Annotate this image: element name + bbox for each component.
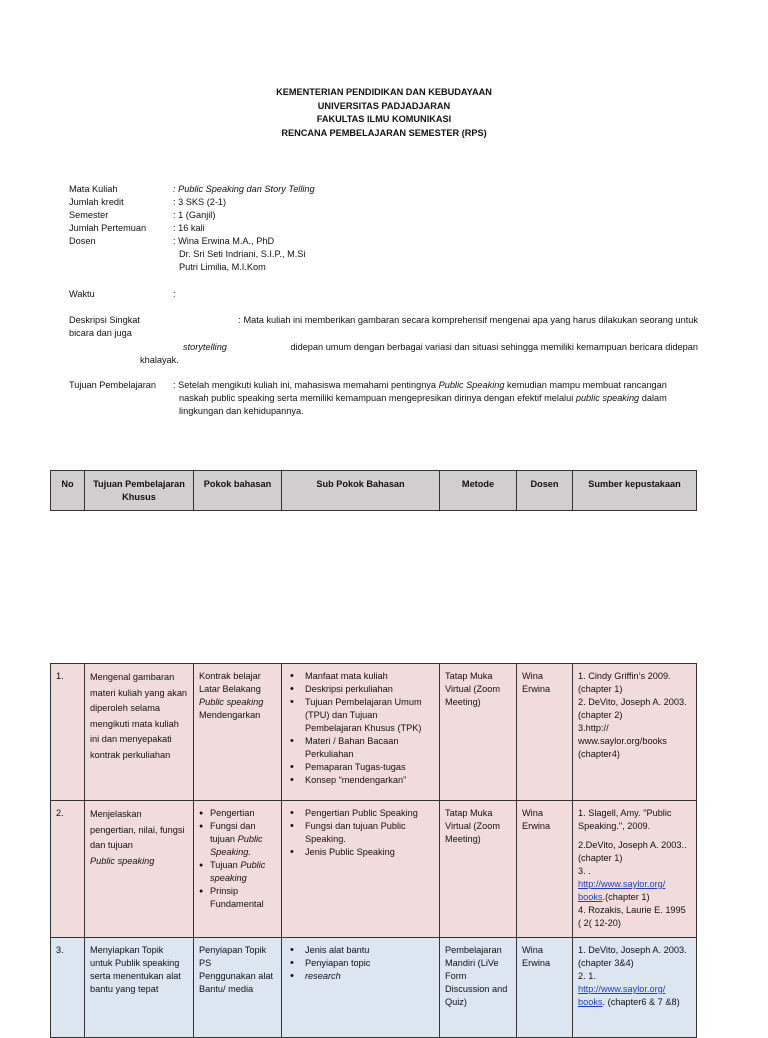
row-sub [282,664,440,801]
document-header [0,86,768,140]
row-sub [282,801,440,938]
row-dosen: Wina Erwina [517,801,573,938]
table-row [51,664,697,801]
waktu-value: : [173,289,176,299]
list-item: • Manfaat mata kuliah [305,670,434,683]
document-title: RENCANA PEMBELAJARAN SEMESTER (RPS) [281,127,487,138]
row-dosen: Wina Erwina [517,938,573,1038]
saylor-link[interactable]: http://www.saylor.org/ books [578,984,666,1007]
deskripsi-label: Deskripsi Singkat [69,315,140,325]
row-no: 3. [51,938,85,1038]
tujuan-text-1b: kemudian mampu membuat rancangan [507,380,667,390]
table-row [51,801,697,938]
deskripsi-text-3: didepan umum dengan berbagai variasi dan situasi sehingga memiliki kemampuan bericara didepan [290,342,698,352]
tujuan-text-2: naskah public speaking serta memiliki kemampuan mengepresikan dirinya dengan efektif melalui [179,393,574,403]
list-item: • Jenis Public Speaking [305,846,434,859]
pokok-item: Kontrak belajar [199,671,261,681]
semester-label: Semester [69,210,109,220]
semester-value: : 1 (Ganjil) [173,210,216,220]
tujuan-label: Tujuan Pembelajaran [69,380,156,390]
mata-kuliah-value: : Public Speaking dan Story Telling [173,184,315,194]
pokok-item: Latar Belakang [199,684,261,694]
row-no: 1. [51,664,85,801]
pokok-item: Penggunakan alat Bantu/ media [199,971,274,994]
row-sumber [573,801,697,938]
tujuan-text-3: lingkungan dan kehidupannya. [179,406,304,416]
pokok-item: Public speaking [199,697,264,707]
table-row [51,938,697,1038]
list-item: • Tujuan Pembelajaran Umum (TPU) dan Tujuan Pembelajaran Khusus (TPK) [305,696,434,735]
list-item: ● Prinsip Fundamental [199,885,276,911]
col-metode: Metode [440,471,517,511]
pertemuan-label: Jumlah Pertemuan [69,223,147,233]
list-item: • Pemaparan Tugas-tugas [305,761,434,774]
saylor-link[interactable]: http://www.saylor.org/ books [578,879,666,902]
faculty-title: FAKULTAS ILMU KOMUNIKASI [316,114,452,124]
pokok-text: Tujuan [210,860,238,870]
col-no: No [51,471,85,511]
list-item: • Penyiapan topic [305,957,434,970]
list-item: ● Pengertian [199,807,276,820]
row-pokok [194,801,282,938]
tujuan-line-1 [173,379,667,392]
dosen-value-1: : Wina Erwina M.A., PhD [173,236,275,246]
pokok-item: Penyiapan Topik PS [199,945,267,968]
sumber-item [578,878,691,904]
list-item: • research [305,970,434,983]
list-item: • Materi / Bahan Bacaan Perkuliahan [305,735,434,761]
sumber-item: 1. DeVito, Joseph A. 2003. (chapter 3&4) [578,945,687,968]
rps-header-table [50,470,697,511]
row-metode: Tatap Muka Virtual (Zoom Meeting) [440,801,517,938]
row-sumber [573,938,697,1038]
dosen-value-2: Dr. Sri Seti Indriani, S.I.P., M.Si [179,249,306,259]
sumber-item-suffix: . (chapter6 & 7 &8) [602,997,680,1007]
sumber-item: 4. Rozakis, Laurie E. 1995 ( 2( 12-20) [578,905,686,928]
tujuan-text-1: : Setelah mengikuti kuliah ini, mahasiswa memahami pentingnya [173,380,437,390]
tujuan-text-1-italic: Public Speaking [438,380,505,390]
sumber-item [578,983,691,1009]
row-metode: Tatap Muka Virtual (Zoom Meeting) [440,664,517,801]
row-tujuan [85,801,194,938]
pokok-text-italic: Public Speaking. [210,834,263,857]
tujuan-line-2 [179,392,667,405]
kredit-label: Jumlah kredit [69,197,124,207]
sumber-item: 2. DeVito, Joseph A. 2003. (chapter 2) [578,697,687,720]
sumber-item: 1. Slagell, Amy. "Public Speaking.", 2009. [578,808,672,831]
tujuan-text-2-italic: public speaking [575,393,640,403]
sumber-item: 2.DeVito, Joseph A. 2003.. (chapter 1) [578,840,687,863]
list-item [199,820,276,859]
col-tujuan: Tujuan Pembelajaran Khusus [85,471,194,511]
dosen-label: Dosen [69,236,96,246]
pokok-text: Fungsi dan tujuan [210,821,256,844]
list-item: • Pengertian Public Speaking [305,807,434,820]
list-item: • Konsep “mendengarkan” [305,774,434,787]
pokok-text-italic: Public speaking [210,860,266,883]
tujuan-text: Menjelaskan pengertian, nilai, fungsi dan tujuan [90,809,185,850]
list-item: • Jenis alat bantu [305,944,434,957]
row-pokok [194,938,282,1038]
row-tujuan: Menyiapkan Topik untuk Publik speaking serta menentukan alat bantu yang tepat [85,938,194,1038]
deskripsi-text-4: khalayak. [140,355,179,365]
mata-kuliah-label: Mata Kuliah [69,184,118,194]
list-item: • Fungsi dan tujuan Public Speaking. [305,820,434,846]
row-pokok [194,664,282,801]
col-sumber: Sumber kepustakaan [573,471,697,511]
dosen-value-3: Putri Limilia, M.I.Kom [179,262,266,272]
pokok-item: Mendengarkan [199,710,261,720]
sumber-item: 1. Cindy Griffin’s 2009. (chapter 1) [578,671,671,694]
col-dosen: Dosen [517,471,573,511]
sumber-item: 2. 1. [578,971,596,981]
row-sub [282,938,440,1038]
list-item [199,859,276,885]
deskripsi-storytelling: storytelling [183,342,227,352]
sumber-item: 3. . [578,866,591,876]
row-tujuan: Mengenal gambaran materi kuliah yang akan diperoleh selama mengikuti mata kuliah ini dan menyepakati kontrak perkuliahan [85,664,194,801]
deskripsi-text-2: bicara dan juga [69,328,132,338]
kredit-value: : 3 SKS (2-1) [173,197,227,207]
sumber-item: 3.http:// www.saylor.org/books (chapter4) [578,723,667,759]
row-dosen: Wina Erwina [517,664,573,801]
rps-content-table [50,663,697,1038]
row-sumber [573,664,697,801]
col-pokok: Pokok bahasan [194,471,282,511]
ministry-title: KEMENTERIAN PENDIDIKAN DAN KEBUDAYAAN [276,87,492,97]
university-title: UNIVERSITAS PADJADJARAN [317,100,451,111]
col-sub: Sub Pokok Bahasan [282,471,440,511]
deskripsi-text-1: : Mata kuliah ini memberikan gambaran secara komprehensif mengenai apa yang harus dilakukan seorang untuk [238,315,698,325]
row-no: 2. [51,801,85,938]
sumber-item-suffix: .(chapter 1) [602,892,650,902]
tujuan-text-italic: Public speaking [90,855,155,866]
tujuan-text-2b: dalam [641,393,667,403]
pertemuan-value: : 16 kali [173,223,205,233]
row-metode: Pembelajaran Mandiri (LiVe Form Discussion and Quiz) [440,938,517,1038]
list-item: • Deskripsi perkuliahan [305,683,434,696]
waktu-label: Waktu [69,289,95,299]
